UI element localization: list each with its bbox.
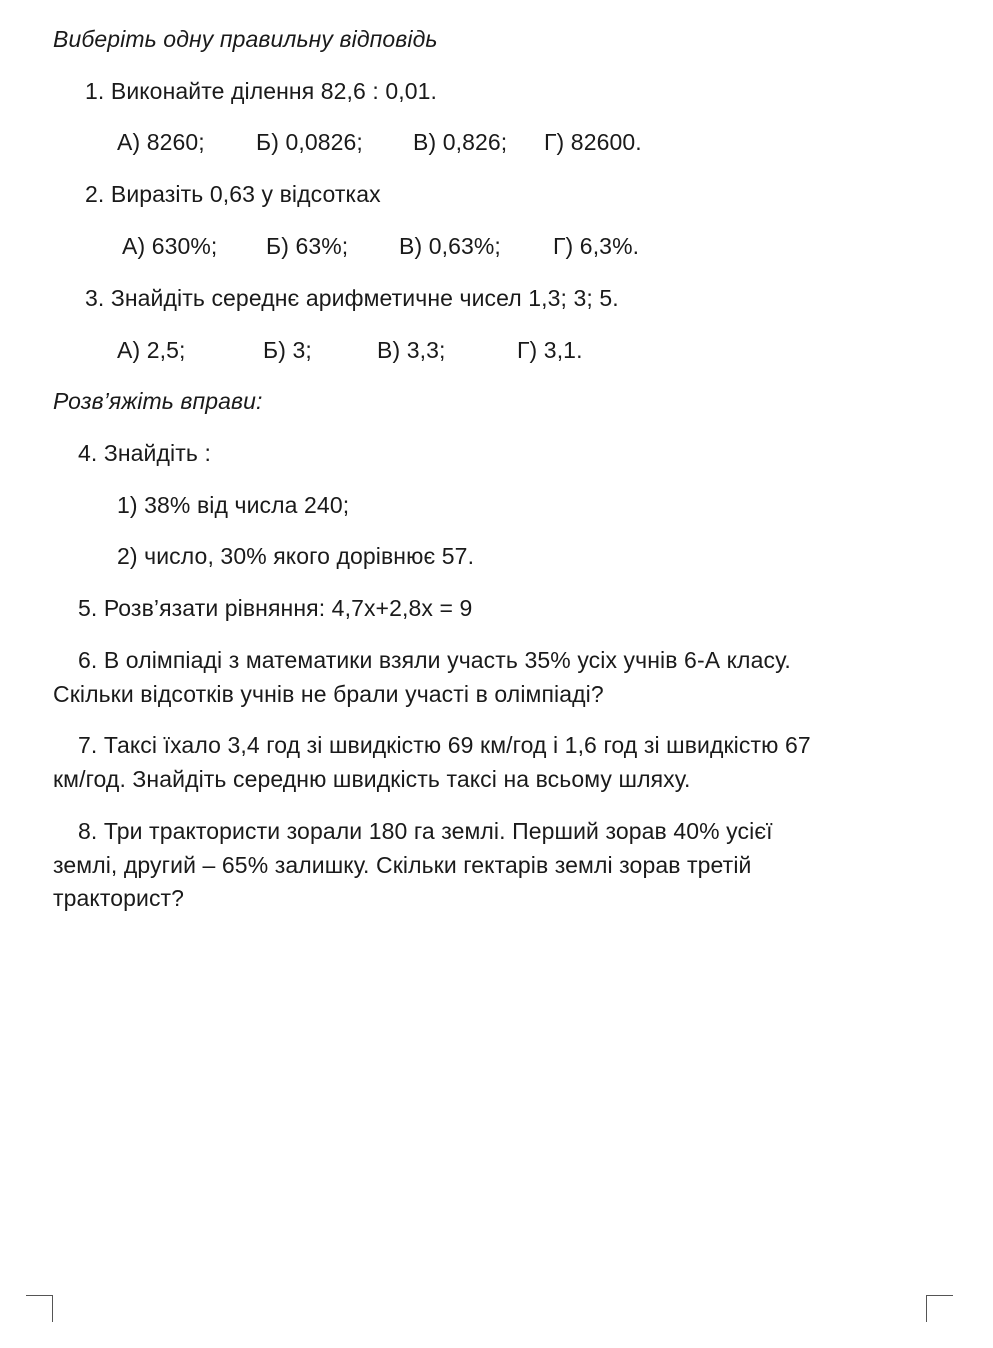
question-1-option-b: Б) 0,0826;: [256, 129, 363, 155]
question-2-text: 2. Виразіть 0,63 у відсотках: [85, 181, 381, 207]
question-2-option-v: В) 0,63%;: [399, 233, 501, 259]
question-5-text: 5. Розв’язати рівняння: 4,7х+2,8х = 9: [78, 595, 473, 621]
question-4-subitem-1: 1) 38% від числа 240;: [117, 492, 350, 518]
question-3-option-a: А) 2,5;: [117, 337, 186, 363]
question-6-line-1: 6. В олімпіаді з математики взяли участь 35% усіх учнів 6-А класу.: [78, 647, 791, 673]
question-7-line-1: 7. Таксі їхало 3,4 год зі швидкістю 69 км/год і 1,6 год зі швидкістю 67: [78, 732, 811, 758]
section-heading-solve-exercises: Розв’яжіть вправи:: [53, 388, 263, 414]
question-4-subitem-2: 2) число, 30% якого дорівнює 57.: [117, 543, 475, 569]
question-8-line-3: тракторист?: [53, 885, 185, 911]
question-1-option-g: Г) 82600.: [544, 129, 642, 155]
question-3-option-v: В) 3,3;: [377, 337, 446, 363]
question-2-option-g: Г) 6,3%.: [553, 233, 640, 259]
question-8-line-2: землі, другий – 65% залишку. Скільки гектарів землі зорав третій: [53, 852, 752, 878]
question-3-text: 3. Знайдіть середнє арифметичне чисел 1,3; 3; 5.: [85, 285, 619, 311]
question-8-line-1: 8. Три трактористи зорали 180 га землі. Перший зорав 40% усієї: [78, 818, 773, 844]
cropped-text-fragment: [285, 0, 685, 6]
question-1-option-v: В) 0,826;: [413, 129, 508, 155]
question-2-option-a: А) 630%;: [122, 233, 218, 259]
question-7-line-2: км/год. Знайдіть середню швидкість таксі на всьому шляху.: [53, 766, 691, 792]
page-corner-mark-right: [926, 1295, 953, 1322]
section-heading-choose-answer: Виберіть одну правильну відповідь: [53, 26, 438, 52]
question-1-text: 1. Виконайте ділення 82,6 : 0,01.: [85, 78, 438, 104]
question-2-option-b: Б) 63%;: [266, 233, 349, 259]
page-corner-mark-left: [26, 1295, 53, 1322]
question-3-option-g: Г) 3,1.: [517, 337, 583, 363]
question-1-option-a: А) 8260;: [117, 129, 205, 155]
question-6-line-2: Скільки відсотків учнів не брали участі в олімпіаді?: [53, 681, 604, 707]
question-3-option-b: Б) 3;: [263, 337, 312, 363]
question-4-text: 4. Знайдіть :: [78, 440, 211, 466]
